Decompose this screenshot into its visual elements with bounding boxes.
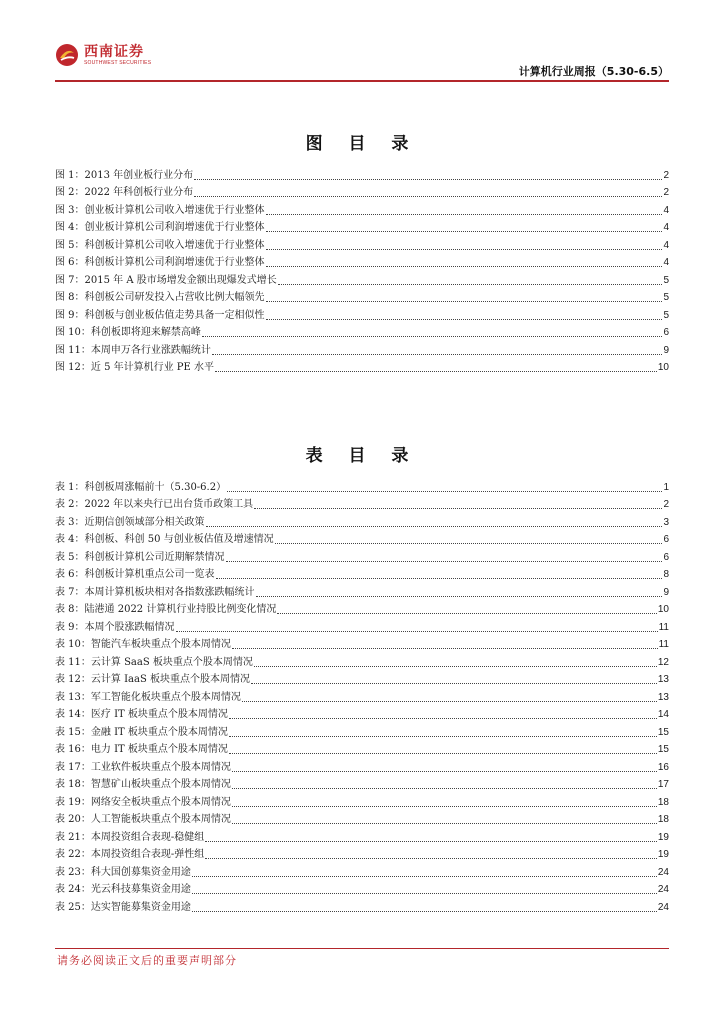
toc-dot-leader xyxy=(229,717,657,719)
toc-entry-page: 18 xyxy=(657,796,669,808)
toc-entry-page: 15 xyxy=(657,726,669,738)
toc-entry-page: 6 xyxy=(663,534,669,545)
toc-entry-label: 表 14：医疗 IT 板块重点个股本周情况 xyxy=(55,709,228,720)
toc-entry[interactable] xyxy=(55,217,669,235)
toc-dot-leader xyxy=(216,577,663,579)
toc-entry-label: 图 11：本周申万各行业涨跌幅统计 xyxy=(55,344,211,356)
toc-entry-page: 15 xyxy=(657,744,669,755)
toc-entry-label: 图 1：2013 年创业板行业分布 xyxy=(55,169,194,181)
toc-entry[interactable] xyxy=(55,357,669,375)
toc-entry-page: 3 xyxy=(663,516,669,528)
toc-dot-leader xyxy=(266,230,663,232)
toc-entry[interactable] xyxy=(55,269,669,287)
toc-entry-label: 图 12：近 5 年计算机行业 PE 水平 xyxy=(55,362,215,373)
toc-dot-leader xyxy=(205,857,657,859)
toc-entry-page: 24 xyxy=(657,901,669,913)
toc-entry[interactable] xyxy=(55,564,669,582)
toc-dot-leader xyxy=(202,335,663,337)
toc-entry[interactable] xyxy=(55,826,669,844)
toc-entry[interactable] xyxy=(55,287,669,305)
toc-dot-leader xyxy=(232,787,657,789)
footer-divider xyxy=(55,948,669,949)
toc-entry-label: 图 10：科创板即将迎来解禁高峰 xyxy=(55,327,201,338)
toc-entry-label: 表 6：科创板计算机重点公司一览表 xyxy=(55,569,215,580)
toc-dot-leader xyxy=(206,525,663,527)
toc-entry[interactable] xyxy=(55,861,669,879)
toc-entry[interactable] xyxy=(55,339,669,357)
toc-dot-leader xyxy=(212,353,663,355)
toc-dot-leader xyxy=(192,910,657,912)
toc-entry-label: 图 4：创业板计算机公司利润增速优于行业整体 xyxy=(55,222,265,233)
toc-dot-leader xyxy=(266,265,663,267)
toc-entry-page: 4 xyxy=(663,239,669,251)
toc-dot-leader xyxy=(266,213,663,215)
toc-entry[interactable] xyxy=(55,809,669,827)
toc-entry-label: 表 20：人工智能板块重点个股本周情况 xyxy=(55,814,231,825)
toc-entry-label: 表 11：云计算 SaaS 板块重点个股本周情况 xyxy=(55,656,253,668)
toc-entry[interactable] xyxy=(55,756,669,774)
toc-entry-label: 表 22：本周投资组合表现-弹性组 xyxy=(55,849,205,860)
toc-dot-leader xyxy=(251,682,657,684)
toc-entry-page: 13 xyxy=(657,691,669,703)
toc-entry-label: 表 10：智能汽车板块重点个股本周情况 xyxy=(55,639,231,650)
toc-dot-leader xyxy=(278,283,663,285)
toc-entry-label: 表 18：智慧矿山板块重点个股本周情况 xyxy=(55,779,231,790)
toc-entry-label: 表 13：军工智能化板块重点个股本周情况 xyxy=(55,691,241,703)
toc-dot-leader xyxy=(266,318,663,320)
toc-entry-label: 表 25：达实智能募集资金用途 xyxy=(55,901,191,913)
toc-entry-page: 9 xyxy=(663,586,669,598)
toc-entry-label: 图 2：2022 年科创板行业分布 xyxy=(55,187,194,198)
toc-entry[interactable] xyxy=(55,651,669,669)
toc-entry-label: 表 3：近期信创领域部分相关政策 xyxy=(55,516,205,528)
toc-entry-page: 13 xyxy=(657,674,669,685)
toc-entry[interactable] xyxy=(55,791,669,809)
toc-entry-label: 表 24：光云科技募集资金用途 xyxy=(55,884,191,895)
toc-entry-label: 表 21：本周投资组合表现-稳健组 xyxy=(55,831,205,843)
toc-dot-leader xyxy=(232,822,657,824)
toc-entry-label: 表 8：陆港通 2022 计算机行业持股比例变化情况 xyxy=(55,604,277,615)
toc-dot-leader xyxy=(232,647,658,649)
toc-dot-leader xyxy=(192,875,657,877)
toc-entry[interactable] xyxy=(55,774,669,792)
toc-dot-leader xyxy=(194,195,662,197)
toc-dot-leader xyxy=(232,770,657,772)
toc-entry-label: 表 5：科创板计算机公司近期解禁情况 xyxy=(55,551,225,563)
toc-dot-leader xyxy=(229,752,657,754)
toc-entry-page: 8 xyxy=(663,569,669,580)
footer-disclaimer: 请务必阅读正文后的重要声明部分 xyxy=(57,954,237,967)
toc-entry-label: 表 12：云计算 IaaS 板块重点个股本周情况 xyxy=(55,674,250,685)
toc-entry-page: 5 xyxy=(663,292,669,303)
toc-entry-page: 24 xyxy=(657,866,669,878)
toc-entry-label: 图 3：创业板计算机公司收入增速优于行业整体 xyxy=(55,204,265,216)
toc-entry-label: 表 2：2022 年以来央行已出台货币政策工具 xyxy=(55,499,254,510)
toc-entry-page: 12 xyxy=(657,656,669,668)
toc-entry-page: 11 xyxy=(658,639,669,650)
toc-entry[interactable] xyxy=(55,669,669,687)
company-logo xyxy=(55,43,151,67)
toc-entry-page: 19 xyxy=(657,849,669,860)
toc-entry-page: 16 xyxy=(657,761,669,773)
toc-entry-label: 图 6：科创板计算机公司利润增速优于行业整体 xyxy=(55,257,265,268)
toc-entry-label: 表 4：科创板、科创 50 与创业板估值及增速情况 xyxy=(55,534,274,545)
toc-entry-label: 图 5：科创板计算机公司收入增速优于行业整体 xyxy=(55,239,265,251)
toc-entry[interactable] xyxy=(55,546,669,564)
toc-entry[interactable] xyxy=(55,634,669,652)
toc-entry-page: 6 xyxy=(663,551,669,563)
toc-dot-leader xyxy=(275,542,663,544)
toc-dot-leader xyxy=(277,612,657,614)
toc-entry-page: 6 xyxy=(663,327,669,338)
toc-entry-label: 图 9：科创板与创业板估值走势具备一定相似性 xyxy=(55,309,265,321)
toc-entry-label: 表 23：科大国创募集资金用途 xyxy=(55,866,191,878)
toc-entry[interactable] xyxy=(55,879,669,897)
toc-entry-page: 17 xyxy=(657,779,669,790)
toc-entry[interactable] xyxy=(55,739,669,757)
toc-entry[interactable] xyxy=(55,581,669,599)
table-toc-title: 表 目 录 xyxy=(305,446,419,466)
toc-dot-leader xyxy=(194,178,662,180)
toc-entry-page: 10 xyxy=(657,362,669,373)
toc-entry[interactable] xyxy=(55,234,669,252)
toc-dot-leader xyxy=(226,560,663,562)
report-title: 计算机行业周报（5.30-6.5） xyxy=(518,65,669,78)
toc-entry-page: 1 xyxy=(663,481,669,493)
toc-entry-page: 10 xyxy=(657,604,669,615)
toc-entry[interactable] xyxy=(55,529,669,547)
logo-chinese-name: 西南证券 xyxy=(84,44,144,60)
toc-entry[interactable] xyxy=(55,182,669,200)
toc-entry[interactable] xyxy=(55,616,669,634)
toc-entry[interactable] xyxy=(55,322,669,340)
toc-entry-label: 表 16：电力 IT 板块重点个股本周情况 xyxy=(55,744,228,755)
toc-entry[interactable] xyxy=(55,199,669,217)
toc-entry[interactable] xyxy=(55,896,669,914)
page-header xyxy=(55,40,669,84)
toc-entry-page: 2 xyxy=(663,187,669,198)
toc-dot-leader xyxy=(254,507,662,509)
toc-entry-page: 5 xyxy=(663,274,669,286)
toc-entry-label: 图 7：2015 年 A 股市场增发金额出现爆发式增长 xyxy=(55,274,277,286)
toc-entry-page: 4 xyxy=(663,222,669,233)
toc-entry-label: 表 1：科创板周涨幅前十（5.30-6.2） xyxy=(55,481,227,493)
toc-dot-leader xyxy=(232,805,657,807)
toc-entry-label: 图 8：科创板公司研发投入占营收比例大幅领先 xyxy=(55,292,265,303)
toc-entry[interactable] xyxy=(55,304,669,322)
toc-entry-page: 4 xyxy=(663,204,669,216)
toc-dot-leader xyxy=(205,840,657,842)
toc-entry-label: 表 7：本周计算机板块相对各指数涨跌幅统计 xyxy=(55,586,255,598)
toc-entry[interactable] xyxy=(55,252,669,270)
toc-entry-page: 14 xyxy=(657,709,669,720)
toc-entry[interactable] xyxy=(55,599,669,617)
toc-entry[interactable] xyxy=(55,844,669,862)
toc-entry-label: 表 17：工业软件板块重点个股本周情况 xyxy=(55,761,231,773)
toc-dot-leader xyxy=(266,248,663,250)
toc-entry[interactable] xyxy=(55,164,669,182)
figure-toc-title: 图 目 录 xyxy=(305,134,419,154)
toc-entry-page: 9 xyxy=(663,344,669,356)
toc-entry[interactable] xyxy=(55,686,669,704)
toc-dot-leader xyxy=(254,665,657,667)
toc-entry-label: 表 19：网络安全板块重点个股本周情况 xyxy=(55,796,231,808)
figure-toc-list xyxy=(55,164,669,374)
toc-entry[interactable] xyxy=(55,721,669,739)
toc-entry-page: 18 xyxy=(657,814,669,825)
logo-english-name: SOUTHWEST SECURITIES xyxy=(84,60,152,66)
toc-entry[interactable] xyxy=(55,476,669,494)
toc-entry[interactable] xyxy=(55,704,669,722)
toc-dot-leader xyxy=(215,370,657,372)
toc-entry-page: 5 xyxy=(663,309,669,321)
table-toc-list xyxy=(55,476,669,914)
header-divider xyxy=(55,80,669,82)
toc-dot-leader xyxy=(266,300,663,302)
toc-entry-label: 表 15：金融 IT 板块重点个股本周情况 xyxy=(55,726,228,738)
toc-entry[interactable] xyxy=(55,494,669,512)
toc-entry-page: 2 xyxy=(663,499,669,510)
toc-dot-leader xyxy=(176,630,658,632)
toc-entry-page: 11 xyxy=(658,621,669,633)
toc-dot-leader xyxy=(227,490,662,492)
toc-dot-leader xyxy=(256,595,663,597)
logo-emblem-icon xyxy=(55,43,79,67)
toc-entry[interactable] xyxy=(55,511,669,529)
toc-entry-page: 19 xyxy=(657,831,669,843)
toc-dot-leader xyxy=(192,892,657,894)
toc-dot-leader xyxy=(242,700,657,702)
toc-entry-page: 24 xyxy=(657,884,669,895)
toc-entry-page: 4 xyxy=(663,257,669,268)
toc-entry-page: 2 xyxy=(663,169,669,181)
toc-dot-leader xyxy=(229,735,657,737)
toc-entry-label: 表 9：本周个股涨跌幅情况 xyxy=(55,621,175,633)
